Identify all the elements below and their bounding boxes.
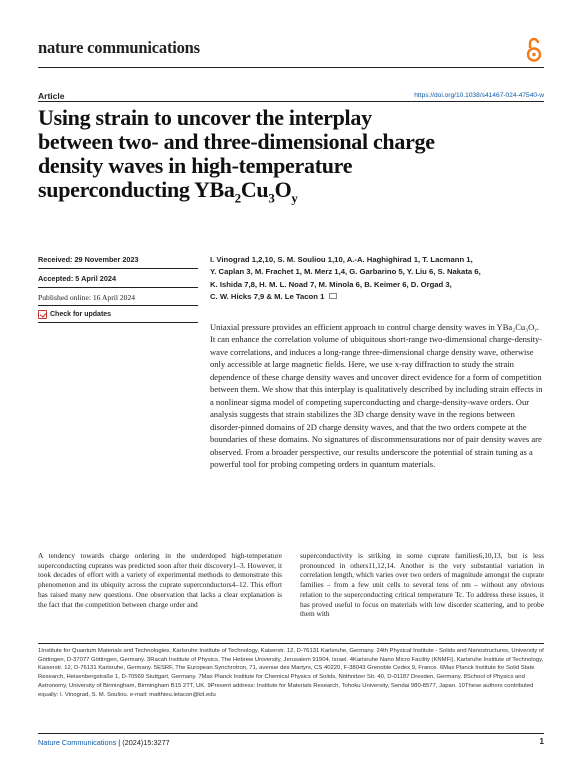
title-line-2: between two- and three-dimensional charge (38, 129, 435, 154)
author-list (210, 254, 544, 304)
abstract: Uniaxial pressure provides an efficient approach to control charge density waves in YBa₂Cu₃Oᵧ. It can enhance the correlation volume of ubiquitous short-range two-dimensional charge-density-wave correlations, and induces a long-range three-dimensional charge density wave, otherwise only accessible at large magnetic fields. Here, we use x-ray diffraction to study the strain dependence of these charge density waves and uncover direct evidence for a form of competition between them. We show that this interplay is qualitatively described by including strain effects in a nonlinear sigma model of competing superconducting and charge-density-wave orders. Our analysis suggests that strain stabilizes the 3D charge density wave in the regions between disorder-pinned domains of 2D charge density waves, and that the two orders compete at the boundaries of these domains. No signatures of discommensurations nor of pair density waves are observed. From a broader perspective, our results underscore the potential of strain tuning as a powerful tool for probing competing orders in quantum materials. (210, 322, 543, 469)
open-access-icon (526, 37, 542, 63)
title-rule (38, 101, 544, 102)
article-title (38, 106, 548, 210)
footer-citation: Nature Communications | (2024)15:3277 (38, 738, 170, 747)
title-line-3: density waves in high-temperature (38, 153, 353, 178)
doi-link[interactable]: https://doi.org/10.1038/s41467-024-47540-w (414, 92, 544, 99)
dates-rule-2 (38, 287, 198, 288)
title-line-4: superconducting $YBa_2Cu_3O_y$ (38, 177, 298, 206)
author-line-3: K. Ishida 7,8, H. M. L. Noad 7, M. Minola 6, B. Keimer 6, D. Orgad 3, (210, 279, 452, 289)
header-rule (38, 67, 544, 68)
check-updates-label: Check for updates (50, 311, 112, 318)
affiliation-rule (38, 643, 544, 644)
footer-journal[interactable]: Nature Communications (38, 738, 117, 747)
author-line-2: Y. Caplan 3, M. Frachet 1, M. Merz 1,4, G. Garbarino 5, Y. Liu 6, S. Nakata 6, (210, 267, 481, 277)
accepted-date: Accepted: 5 April 2024 (38, 274, 116, 283)
author-line-1: I. Vinograd 1,2,10, S. M. Souliou 1,10, A.-A. Haghighirad 1, T. Lacmann 1, (210, 255, 473, 264)
dates-rule-1 (38, 268, 198, 269)
page-number: 1 (539, 737, 544, 746)
body-text-left: A tendency towards charge ordering in the underdoped high-temperature superconducting cuprates was predicted soon after their discovery1–3. However, it took decades of effort with a variety of experimental methods to demonstrate this phenomenon and its ubiquity across the cuprate superconductors4–12. This effort has raised many new questions. One observation that lacks a clear explanation is the fact that the competition between charge order and (38, 551, 282, 609)
dates-rule-3 (38, 305, 198, 306)
published-date: Published online: 16 April 2024 (38, 293, 136, 302)
footer-rule (38, 733, 544, 734)
body-text-right: superconductivity is striking in some cuprate families6,10,13, but is less pronounced in others11,12,14. Another is the very substantial variation in correlation length, which varies over two orders of magnitude amongst the cuprate families – from a few unit cells to several tens of nm – without any obvious relation to the superconducting critical temperature Tc. To address these issues, it has proved useful to focus on materials with low disorder scattering, and to probe them with (300, 551, 544, 619)
email-icon[interactable] (329, 293, 337, 299)
journal-name: nature communications (38, 38, 200, 57)
received-date: Received: 29 November 2023 (38, 255, 139, 264)
article-type: Article (38, 91, 65, 101)
check-updates-button[interactable] (38, 310, 111, 319)
author-line-4: C. W. Hicks 7,9 & M. Le Tacon 1 (210, 291, 544, 303)
title-line-1: Using strain to uncover the interplay (38, 105, 372, 130)
dates-rule-4 (38, 322, 198, 323)
affiliations: 1Institute for Quantum Materials and Technologies, Karlsruhe Institute of Technology, Kaiserstr. 12, D-76131 Karlsruhe, Germany. 24th Physical Institute - Solids and Nanostructures, University of Göttingen, D-37077 Göttingen, Germany. 3Racah Institute of Physics, The Hebrew University, Jerusalem 91904, Israel. 4Karlsruhe Nano Micro Facility (KNMFi), Karlsruhe Institute of Technology, Kaiserstr. 12, D-76131 Karlsruhe, Germany. 5ESRF, The European Synchrotron, 71, avenue des Martyrs, CS 40220, F-38043 Grenoble Cedex 9, France. 6Max Planck Institute for Solid State Research, Heisenbergstraße 1, D-70569 Stuttgart, Germany. 7Max Planck Institute for Chemical Physics of Solids, Nöthnitzer Str. 40, D-01187 Dresden, Germany. 8School of Physics and Astronomy, University of Birmingham, Birmingham B15 2TT, UK. 9Present address: Institute for Materials Research, Tohoku University, Sendai 980-8577, Japan. 10These authors contributed equally: I. Vinograd, S. M. Souliou. e-mail: matthieu.letacon@kit.edu (38, 648, 544, 698)
check-updates-icon (38, 310, 47, 319)
